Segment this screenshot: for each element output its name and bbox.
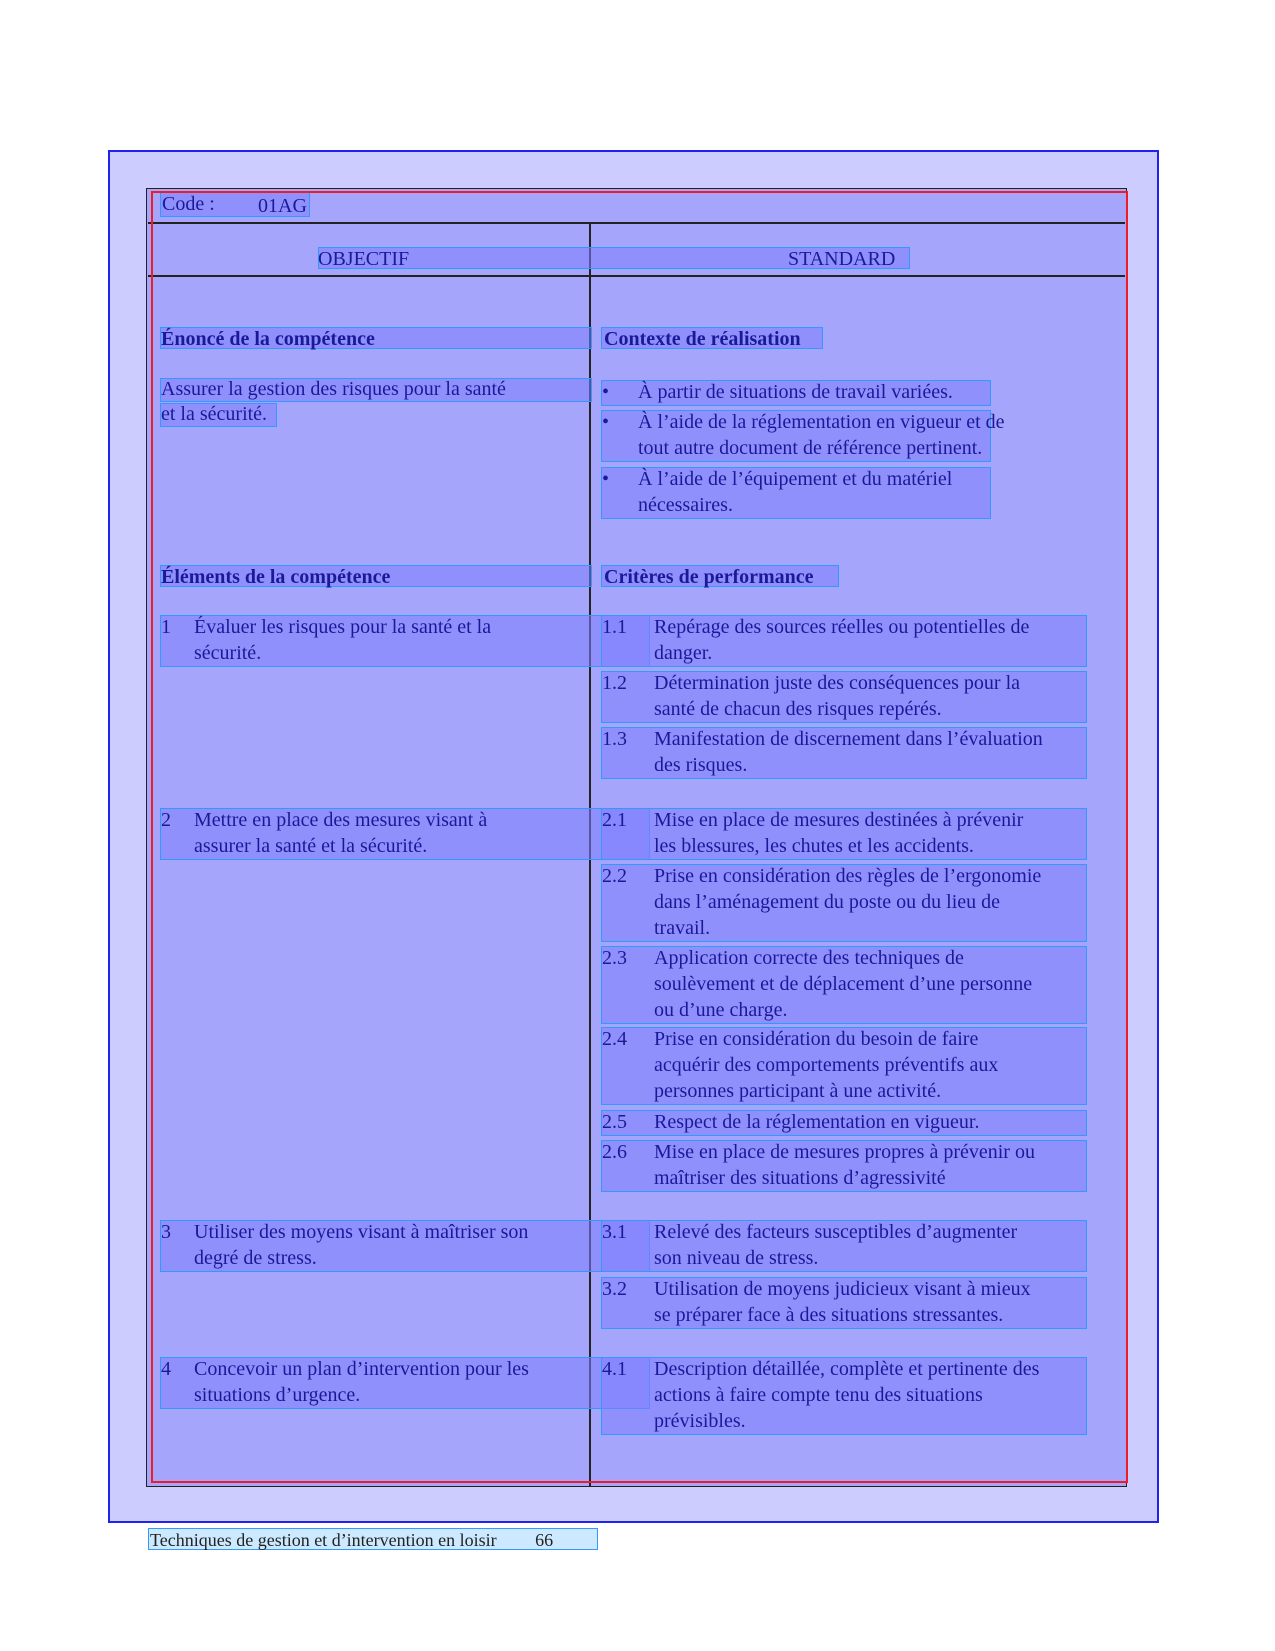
element-line: Évaluer les risques pour la santé et la <box>194 616 492 638</box>
critere-line: personnes participant à une activité. <box>654 1080 942 1102</box>
contexte-line: À partir de situations de travail variées. <box>638 381 953 403</box>
bullet: • <box>602 411 610 433</box>
enonce-line: et la sécurité. <box>161 403 268 425</box>
element-line: Utiliser des moyens visant à maîtriser son <box>194 1221 529 1243</box>
critere-number: 1.2 <box>602 672 627 694</box>
critere-line: Utilisation de moyens judicieux visant à mieux <box>654 1278 1031 1300</box>
critere-line: des risques. <box>654 754 748 776</box>
bullet: • <box>602 468 610 490</box>
critere-line: Description détaillée, complète et pertinente des <box>654 1358 1040 1380</box>
code-label: Code : <box>162 193 215 215</box>
contexte-line: nécessaires. <box>638 494 733 516</box>
critere-number: 2.5 <box>602 1111 627 1133</box>
critere-line: les blessures, les chutes et les accidents. <box>654 835 974 857</box>
column-header-standard: STANDARD <box>788 248 896 270</box>
critere-line: se préparer face à des situations stressantes. <box>654 1304 1004 1326</box>
column-header-divider <box>148 275 1125 277</box>
critere-line: soulèvement et de déplacement d’une personne <box>654 973 1033 995</box>
enonce-heading: Énoncé de la compétence <box>161 328 375 350</box>
critere-line: Mise en place de mesures propres à prévenir ou <box>654 1141 1035 1163</box>
bullet: • <box>602 381 610 403</box>
element-line: degré de stress. <box>194 1247 317 1269</box>
footer-title: Techniques de gestion et d’intervention en loisir <box>150 1530 497 1550</box>
element-line: sécurité. <box>194 642 262 664</box>
footer-page-number: 66 <box>535 1530 554 1550</box>
criteres-heading: Critères de performance <box>604 566 814 588</box>
critere-line: dans l’aménagement du poste ou du lieu de <box>654 891 1001 913</box>
critere-number: 4.1 <box>602 1358 627 1380</box>
critere-line: danger. <box>654 642 713 664</box>
critere-number: 3.1 <box>602 1221 627 1243</box>
critere-number: 2.4 <box>602 1028 627 1050</box>
critere-number: 1.3 <box>602 728 627 750</box>
critere-line: son niveau de stress. <box>654 1247 819 1269</box>
critere-number: 1.1 <box>602 616 627 638</box>
critere-line: Détermination juste des conséquences pour la <box>654 672 1020 694</box>
enonce-line: Assurer la gestion des risques pour la santé <box>161 378 506 400</box>
elements-heading: Éléments de la compétence <box>161 566 391 588</box>
contexte-line: À l’aide de la réglementation en vigueur et de <box>638 411 1005 433</box>
element-number: 1 <box>161 616 171 638</box>
critere-line: acquérir des comportements préventifs aux <box>654 1054 999 1076</box>
element-number: 3 <box>161 1221 171 1243</box>
column-header-objectif: OBJECTIF <box>318 248 410 270</box>
critere-line: actions à faire compte tenu des situations <box>654 1384 983 1406</box>
critere-line: ou d’une charge. <box>654 999 788 1021</box>
critere-line: prévisibles. <box>654 1410 746 1432</box>
footer <box>150 1530 553 1551</box>
critere-line: Relevé des facteurs susceptibles d’augmenter <box>654 1221 1018 1243</box>
critere-line: maîtriser des situations d’agressivité <box>654 1167 946 1189</box>
critere-number: 2.2 <box>602 865 627 887</box>
critere-line: santé de chacun des risques repérés. <box>654 698 942 720</box>
contexte-heading: Contexte de réalisation <box>604 328 801 350</box>
critere-line: Respect de la réglementation en vigueur. <box>654 1111 980 1133</box>
code-value: 01AG <box>258 195 307 217</box>
element-line: Mettre en place des mesures visant à <box>194 809 488 831</box>
critere-line: Application correcte des techniques de <box>654 947 964 969</box>
critere-line: Repérage des sources réelles ou potentielles de <box>654 616 1030 638</box>
element-line: Concevoir un plan d’intervention pour les <box>194 1358 529 1380</box>
contexte-line: À l’aide de l’équipement et du matériel <box>638 468 953 490</box>
header-divider <box>148 222 1125 224</box>
critere-line: Prise en considération des règles de l’ergonomie <box>654 865 1042 887</box>
element-line: assurer la santé et la sécurité. <box>194 835 428 857</box>
critere-line: Manifestation de discernement dans l’évaluation <box>654 728 1043 750</box>
contexte-line: tout autre document de référence pertinent. <box>638 437 983 459</box>
element-line: situations d’urgence. <box>194 1384 361 1406</box>
critere-number: 2.1 <box>602 809 627 831</box>
critere-number: 2.3 <box>602 947 627 969</box>
critere-line: travail. <box>654 917 711 939</box>
critere-line: Mise en place de mesures destinées à prévenir <box>654 809 1024 831</box>
critere-line: Prise en considération du besoin de faire <box>654 1028 979 1050</box>
element-number: 4 <box>161 1358 171 1380</box>
element-number: 2 <box>161 809 171 831</box>
critere-number: 3.2 <box>602 1278 627 1300</box>
critere-number: 2.6 <box>602 1141 627 1163</box>
